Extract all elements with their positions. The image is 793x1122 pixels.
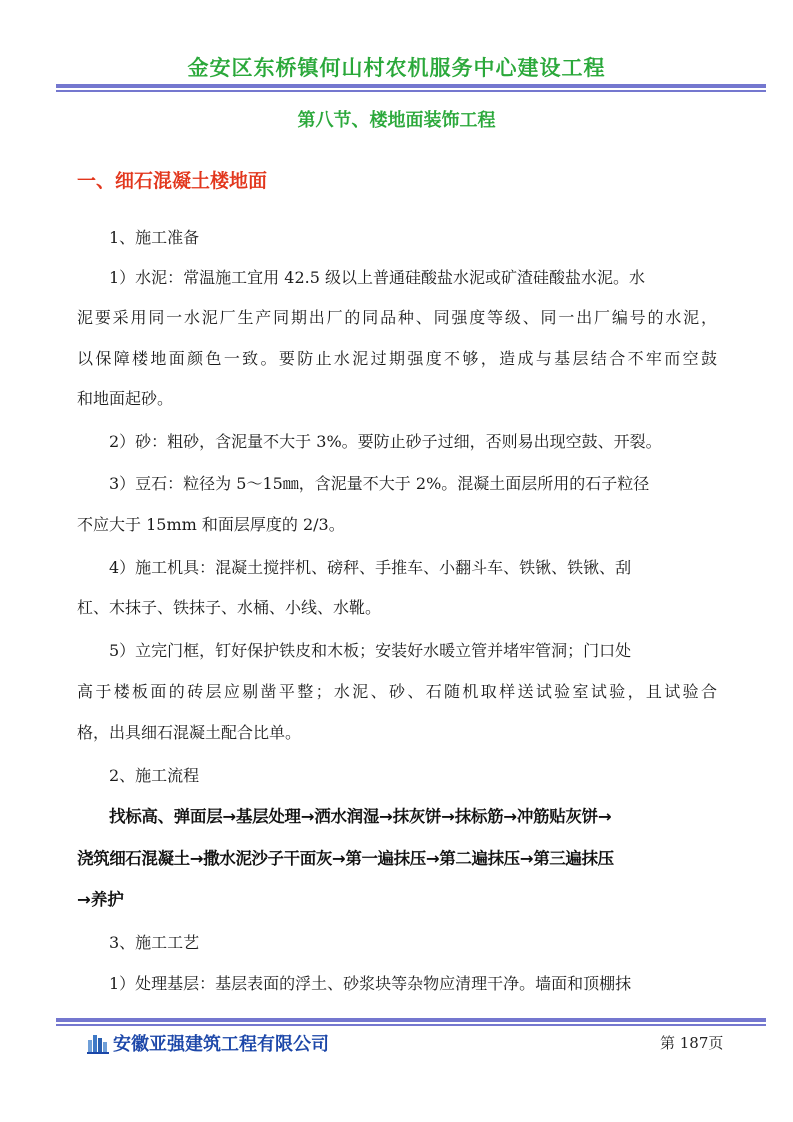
para-cement-l4: 和地面起砂。 [77, 389, 174, 408]
footer-company-name: 安徽亚强建筑工程有限公司 [113, 1034, 329, 1055]
para-base: 1）处理基层：基层表面的浮土、砂浆块等杂物应清理干净。墙面和顶棚抹 [109, 974, 632, 993]
footer-rule-thin [56, 1024, 766, 1026]
header-rule-thick [56, 84, 766, 88]
para-gravel-l1: 3）豆石：粒径为 5～15㎜，含泥量不大于 2%。混凝土面层所用的石子粒径 [109, 474, 650, 493]
document-header-title: 金安区东桥镇何山村农机服务中心建设工程 [187, 56, 606, 80]
header-rule-thin [56, 90, 766, 92]
heading-flow: 2、施工流程 [109, 766, 200, 785]
flow-line-2: 浇筑细石混凝土→撒水泥沙子干面灰→第一遍抹压→第二遍抹压→第三遍抹压 [77, 849, 614, 868]
para-frame-l2: 高于楼板面的砖层应剔凿平整；水泥、砂、石随机取样送试验室试验，且试验合 [77, 682, 717, 701]
flow-line-3: →养护 [77, 890, 124, 909]
para-sand: 2）砂：粗砂，含泥量不大于 3%。要防止砂子过细，否则易出现空鼓、开裂。 [109, 432, 662, 451]
para-tools-l2: 杠、木抹子、铁抹子、水桶、小线、水靴。 [77, 598, 382, 617]
para-cement-l2: 泥要采用同一水泥厂生产同期出厂的同品种、同强度等级、同一出厂编号的水泥， [77, 308, 717, 327]
footer-rule-thick [56, 1018, 766, 1022]
flow-line-1: 找标高、弹面层→基层处理→洒水润湿→抹灰饼→抹标筋→冲筋贴灰饼→ [109, 807, 612, 826]
building-logo-icon [87, 1032, 109, 1054]
footer-company [87, 1030, 329, 1056]
para-frame-l3: 格，出具细石混凝土配合比单。 [77, 723, 302, 742]
subsection-title: 一、细石混凝土楼地面 [77, 170, 268, 192]
footer-page-number: 第 187页 [660, 1034, 724, 1052]
heading-process: 3、施工工艺 [109, 933, 200, 952]
para-tools-l1: 4）施工机具：混凝土搅拌机、磅秤、手推车、小翻斗车、铁锹、铁锹、刮 [109, 558, 632, 577]
para-gravel-l2: 不应大于 15mm 和面层厚度的 2/3。 [77, 515, 345, 534]
section-title: 第八节、楼地面装饰工程 [297, 110, 496, 131]
para-cement-l1: 1）水泥：常温施工宜用 42.5 级以上普通硅酸盐水泥或矿渣硅酸盐水泥。水 [109, 268, 645, 287]
para-frame-l1: 5）立完门框，钉好保护铁皮和木板；安装好水暖立管并堵牢管洞；门口处 [109, 641, 632, 660]
heading-prep: 1、施工准备 [109, 228, 200, 247]
para-cement-l3: 以保障楼地面颜色一致。要防止水泥过期强度不够，造成与基层结合不牢而空鼓 [77, 349, 717, 368]
